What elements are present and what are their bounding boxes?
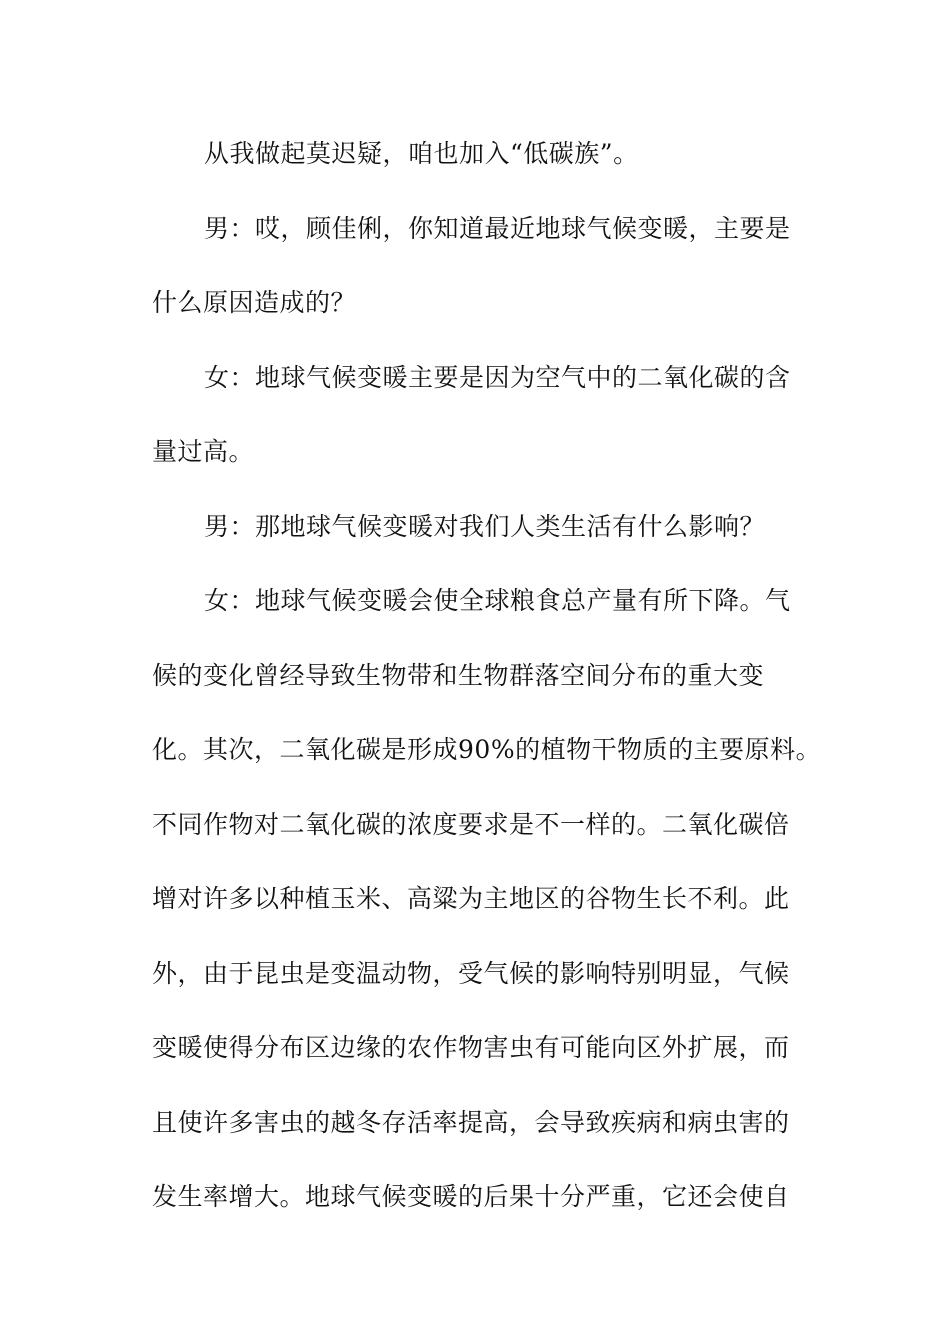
text-line: 从我做起莫迟疑，咱也加入“低碳族”。 (204, 139, 639, 168)
text-line: 女：地球气候变暖会使全球粮食总产量有所下降。气 (204, 586, 791, 615)
text-line: 化。其次，二氧化碳是形成90%的植物干物质的主要原料。 (152, 735, 822, 764)
text-line: 男：哎，顾佳俐，你知道最近地球气候变暖，主要是 (204, 213, 791, 243)
text-line: 不同作物对二氧化碳的浓度要求是不一样的。二氧化碳倍 (152, 809, 790, 839)
text-line: 女：地球气候变暖主要是因为空气中的二氧化碳的含 (204, 362, 791, 392)
text-line: 候的变化曾经导致生物带和生物群落空间分布的重大变 (152, 660, 765, 690)
text-line: 什么原因造成的？ (152, 288, 357, 317)
text-line: 发生率增大。地球气候变暖的后果十分严重，它还会使自 (152, 1182, 790, 1211)
text-line: 量过高。 (152, 437, 255, 466)
document-body (152, 126, 822, 1244)
text-line: 变暖使得分布区边缘的农作物害虫有可能向区外扩展，而 (152, 1033, 790, 1062)
text-line: 增对许多以种植玉米、高粱为主地区的谷物生长不利。此 (152, 884, 790, 913)
text-line: 男：那地球气候变暖对我们人类生活有什么影响？ (204, 511, 766, 541)
text-line: 外，由于昆虫是变温动物，受气候的影响特别明显，气候 (152, 958, 790, 988)
text-line: 且使许多害虫的越冬存活率提高，会导致疾病和病虫害的 (152, 1107, 790, 1137)
